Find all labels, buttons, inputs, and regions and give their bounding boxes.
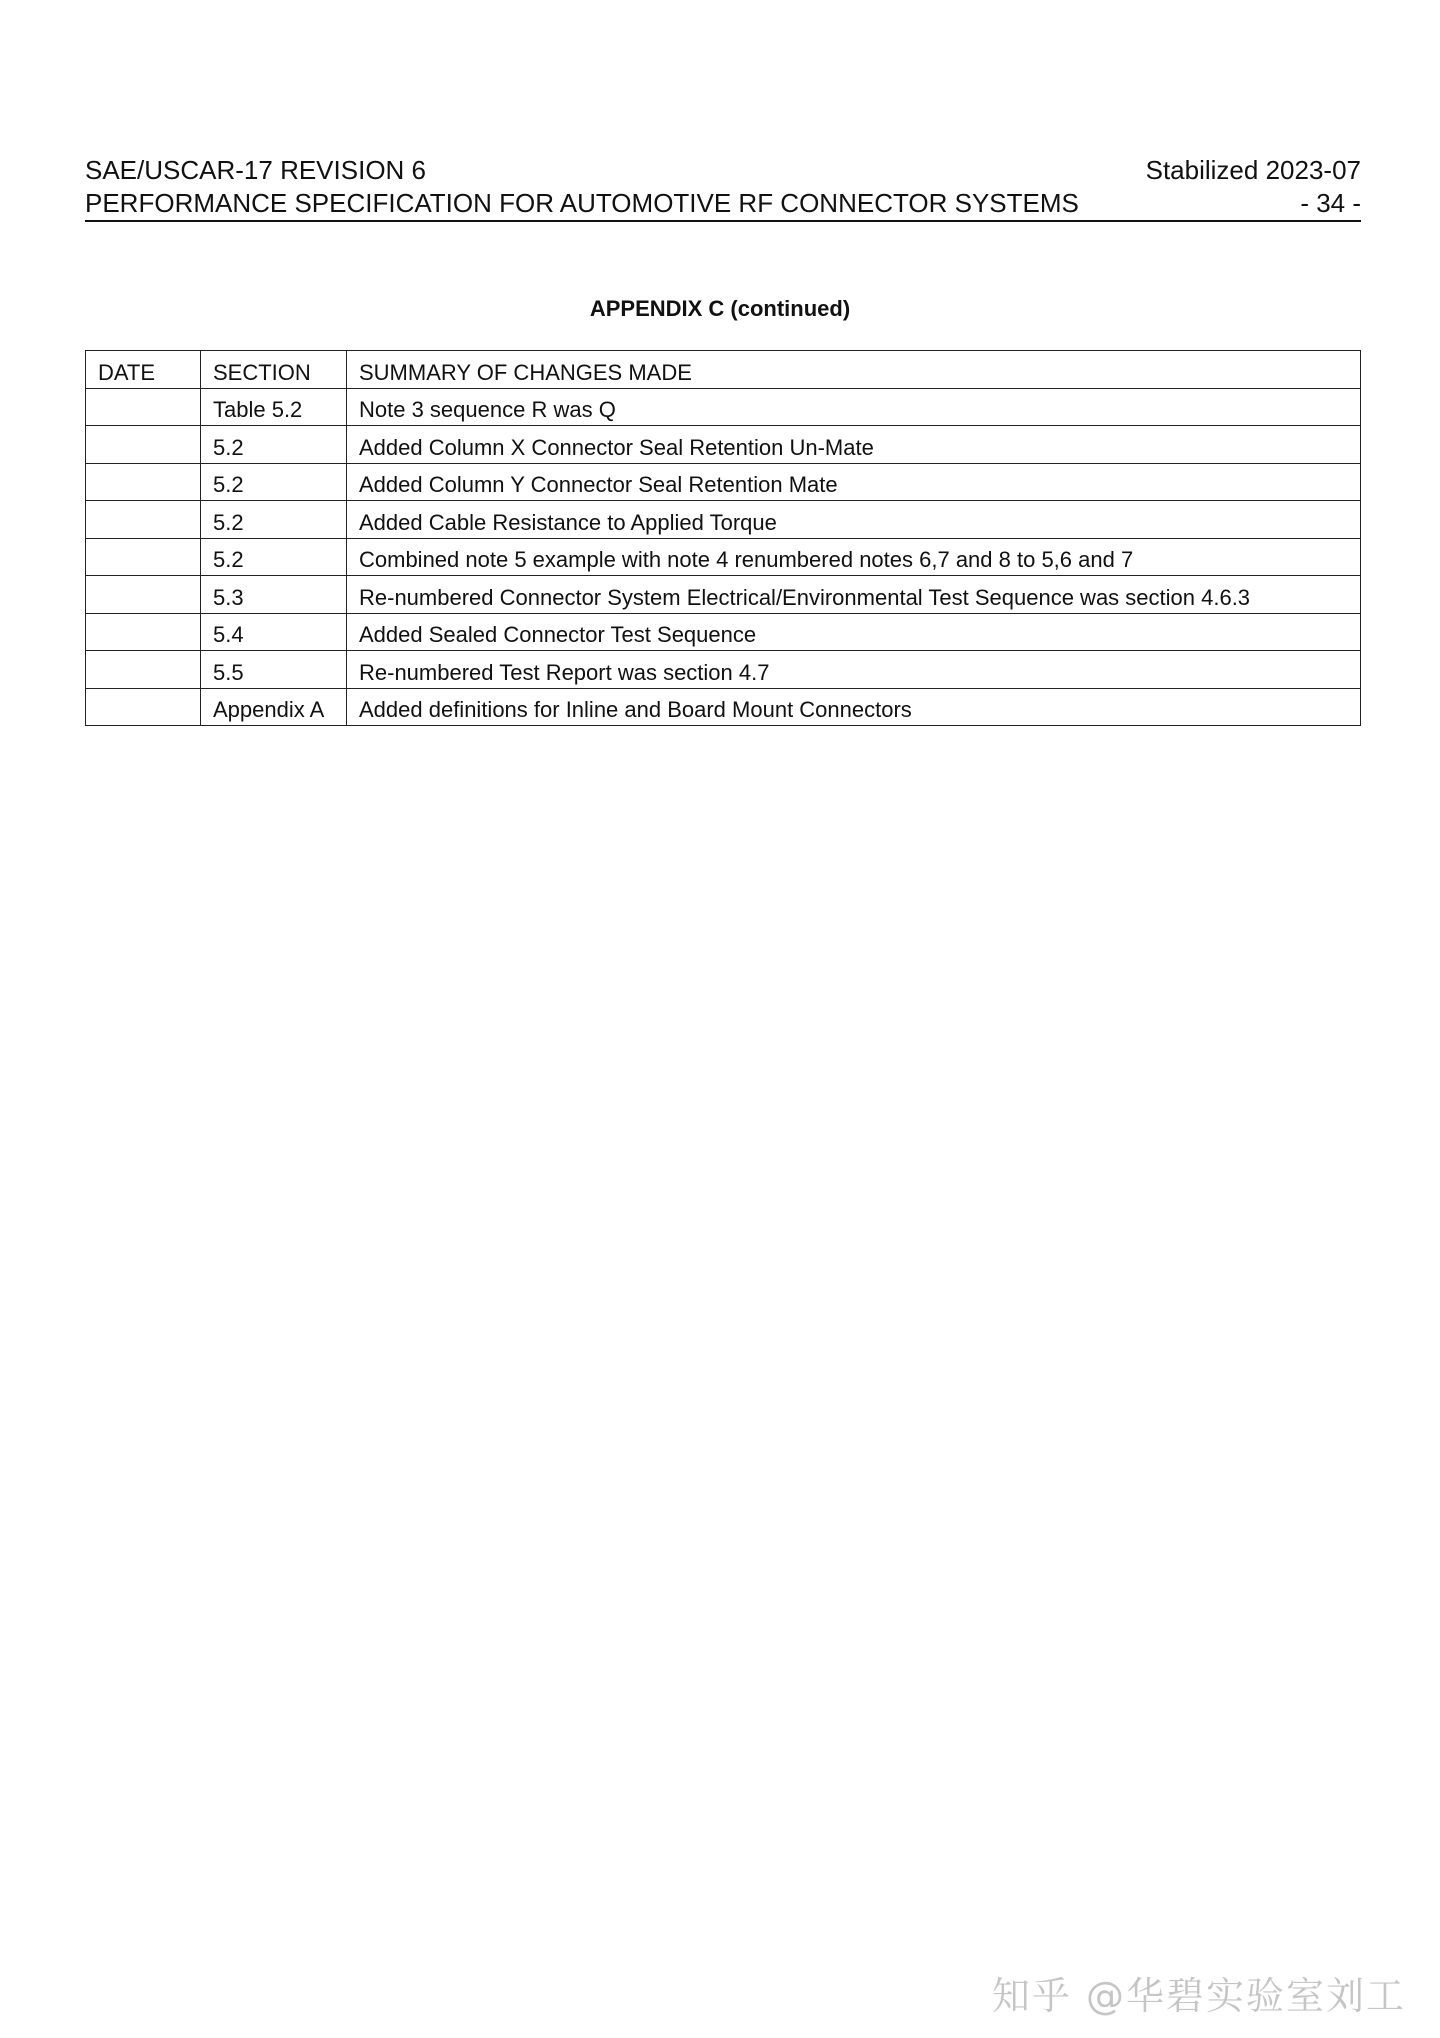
header-top-row — [85, 154, 1361, 187]
section-cell: 5.2 — [201, 426, 347, 464]
changes-table — [85, 350, 1361, 726]
table-row — [86, 388, 1361, 426]
date-cell — [86, 388, 201, 426]
table-header-row — [86, 351, 1361, 389]
header-date: DATE — [86, 351, 201, 389]
summary-cell: Note 3 sequence R was Q — [347, 388, 1361, 426]
section-cell: 5.2 — [201, 538, 347, 576]
table-row — [86, 613, 1361, 651]
section-cell: Table 5.2 — [201, 388, 347, 426]
date-cell — [86, 463, 201, 501]
summary-cell: Added Sealed Connector Test Sequence — [347, 613, 1361, 651]
table-row — [86, 651, 1361, 689]
appendix-title: APPENDIX C (continued) — [589, 296, 851, 321]
document-title: PERFORMANCE SPECIFICATION FOR AUTOMOTIVE RF CONNECTOR SYSTEMS — [85, 188, 1079, 218]
section-cell: 5.2 — [201, 463, 347, 501]
summary-cell: Added Cable Resistance to Applied Torque — [347, 501, 1361, 539]
summary-cell: Added Column Y Connector Seal Retention Mate — [347, 463, 1361, 501]
date-cell — [86, 576, 201, 614]
section-cell: 5.5 — [201, 651, 347, 689]
section-cell: Appendix A — [201, 688, 347, 726]
section-cell: 5.2 — [201, 501, 347, 539]
table-row — [86, 576, 1361, 614]
summary-cell: Added Column X Connector Seal Retention Un-Mate — [347, 426, 1361, 464]
section-cell: 5.4 — [201, 613, 347, 651]
date-cell — [86, 501, 201, 539]
page-number: - 34 - — [1300, 188, 1361, 218]
summary-cell: Added definitions for Inline and Board Mount Connectors — [347, 688, 1361, 726]
table-row — [86, 501, 1361, 539]
status-date: Stabilized 2023-07 — [1145, 155, 1361, 185]
watermark: 知乎 @华碧实验室刘工 — [991, 1974, 1406, 2018]
summary-cell: Re-numbered Connector System Electrical/Environmental Test Sequence was section 4.6.3 — [347, 576, 1361, 614]
table-row — [86, 426, 1361, 464]
date-cell — [86, 426, 201, 464]
header-section: SECTION — [201, 351, 347, 389]
table-row — [86, 538, 1361, 576]
section-cell: 5.3 — [201, 576, 347, 614]
table-row — [86, 688, 1361, 726]
summary-cell: Re-numbered Test Report was section 4.7 — [347, 651, 1361, 689]
date-cell — [86, 651, 201, 689]
summary-cell: Combined note 5 example with note 4 renumbered notes 6,7 and 8 to 5,6 and 7 — [347, 538, 1361, 576]
date-cell — [86, 538, 201, 576]
document-id: SAE/USCAR-17 REVISION 6 — [85, 155, 426, 185]
header-summary: SUMMARY OF CHANGES MADE — [347, 351, 1361, 389]
page-header — [85, 154, 1361, 222]
table-row — [86, 463, 1361, 501]
date-cell — [86, 688, 201, 726]
header-bottom-row — [85, 187, 1361, 220]
date-cell — [86, 613, 201, 651]
